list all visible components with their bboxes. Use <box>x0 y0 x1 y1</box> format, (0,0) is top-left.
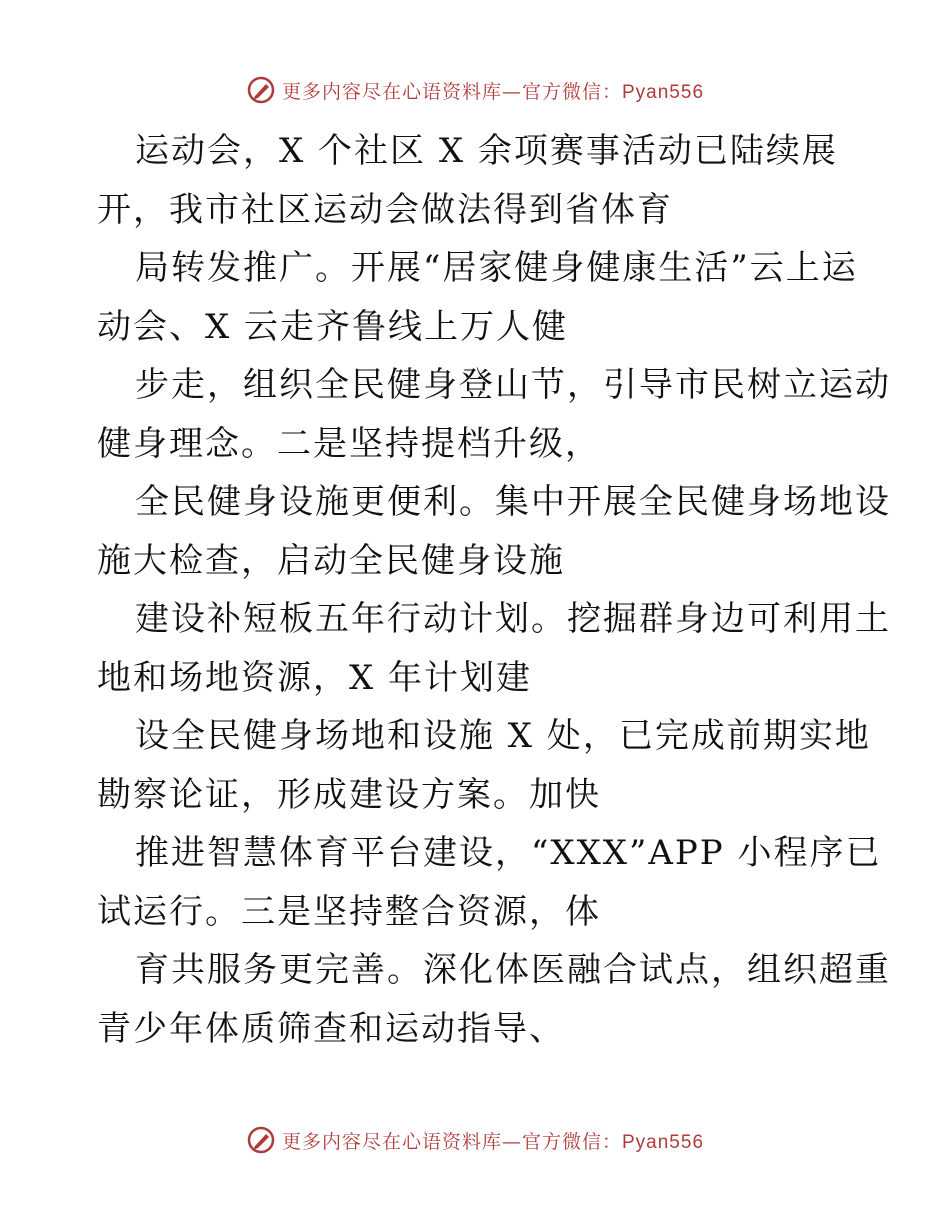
body-line: 地和场地资源，X 年计划建 <box>97 657 533 698</box>
pen-circle-logo-icon <box>246 75 276 105</box>
body-line: 青少年体质筛查和运动指导、 <box>97 1008 565 1049</box>
body-line: 运动会，X 个社区 X 余项赛事活动已陆续展 <box>135 131 838 171</box>
footer-banner-main: 更多内容尽在心语资料库 <box>281 1130 502 1153</box>
body-line: 全民健身设施更便利。集中开展全民健身场地设 <box>135 482 891 522</box>
footer-banner-separator: — <box>502 1130 522 1153</box>
body-line: 健身理念。二是坚持提档升级， <box>97 423 601 464</box>
header-banner <box>0 70 950 110</box>
body-line: 动会、X 云走齐鲁线上万人健 <box>97 306 569 347</box>
pen-circle-logo-icon <box>246 1125 276 1155</box>
body-line: 局转发推广。开展“居家健身健康生活”云上运 <box>135 248 858 288</box>
body-line: 试运行。三是坚持整合资源，体 <box>97 891 601 932</box>
body-line: 勘察论证，形成建设方案。加快 <box>97 774 601 815</box>
body-line: 建设补短板五年行动计划。挖掘群身边可利用土 <box>135 599 891 639</box>
document-body <box>97 122 891 1058</box>
body-line: 开，我市社区运动会做法得到省体育 <box>97 189 673 230</box>
footer-banner-text <box>282 1127 704 1154</box>
footer-banner <box>0 1120 950 1160</box>
header-banner-separator: — <box>502 80 522 103</box>
body-line: 推进智慧体育平台建设，“XXX”APP 小程序已 <box>135 833 882 873</box>
footer-banner-wechat: 官方微信：Pyan556 <box>522 1131 705 1153</box>
header-banner-main: 更多内容尽在心语资料库 <box>281 80 502 103</box>
body-line: 育共服务更完善。深化体医融合试点，组织超重 <box>135 950 891 990</box>
body-line: 设全民健身场地和设施 X 处，已完成前期实地 <box>135 716 871 756</box>
body-line: 步走，组织全民健身登山节，引导市民树立运动 <box>135 365 891 405</box>
body-line: 施大检查，启动全民健身设施 <box>97 540 565 581</box>
header-banner-text <box>282 77 704 104</box>
header-banner-wechat: 官方微信：Pyan556 <box>522 81 705 103</box>
